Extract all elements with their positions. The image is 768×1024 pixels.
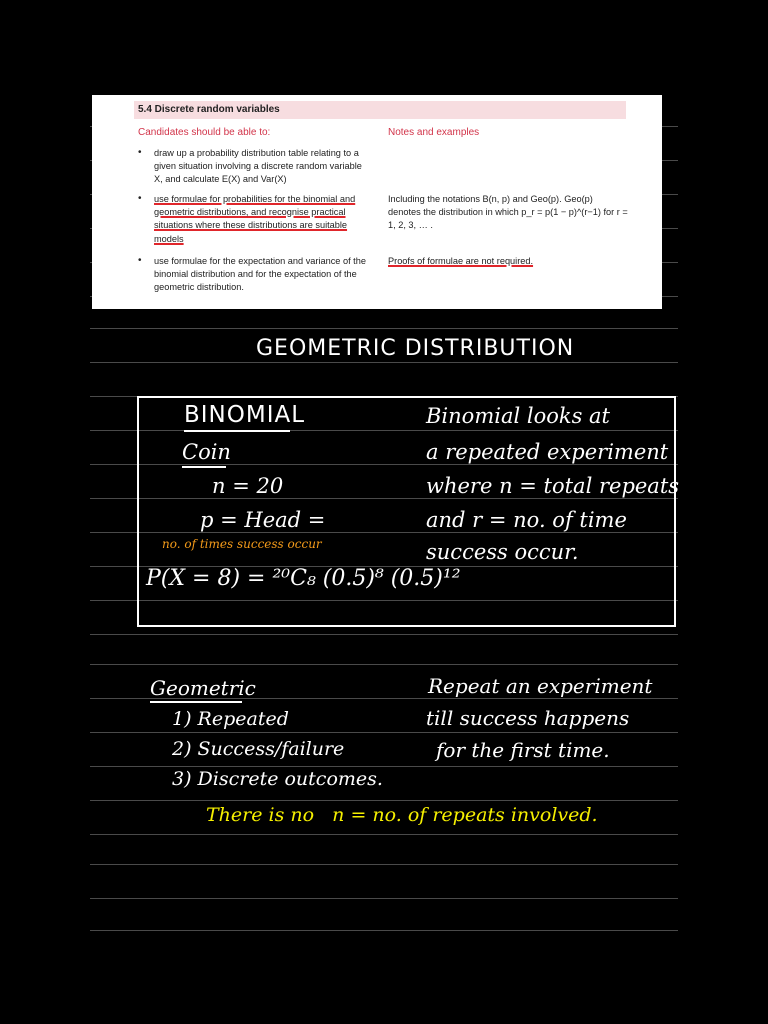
rule-line xyxy=(90,930,678,931)
binomial-description-line: Binomial looks at xyxy=(426,404,610,428)
rule-line xyxy=(90,864,678,865)
geometric-description-line: Repeat an experiment xyxy=(428,674,653,698)
rule-line xyxy=(90,362,678,363)
syllabus-item: use formulae for the expectation and variance of the binomial distribution and for the expectation of the geometric distribution. xyxy=(154,256,366,293)
rule-line xyxy=(90,328,678,329)
geometric-list-item: 2) Success/failure xyxy=(172,738,345,760)
geometric-list-item: 1) Repeated xyxy=(172,708,289,730)
coin-underline xyxy=(182,466,226,468)
column-header-left: Candidates should be able to: xyxy=(138,127,271,138)
n-equation: n = 20 xyxy=(212,474,284,498)
geometric-description-line: till success happens xyxy=(426,706,630,730)
p-equation: p = Head = xyxy=(200,508,326,532)
rule-line xyxy=(90,800,678,801)
coin-label: Coin xyxy=(182,440,231,464)
binomial-description-line: where n = total repeats xyxy=(426,474,680,498)
binomial-description-line: and r = no. of time xyxy=(426,508,627,532)
highlight-note: There is no n = no. of repeats involved. xyxy=(206,804,598,826)
margin-mark xyxy=(103,268,105,296)
syllabus-item: use formulae for probabilities for the binomial and geometric distributions, and recognise practical situations where these distributions are suitable models xyxy=(154,194,356,244)
geometric-heading: Geometric xyxy=(150,676,256,700)
bullet-icon: • xyxy=(138,255,142,266)
success-annotation: no. of times success occur xyxy=(162,537,322,551)
rule-line xyxy=(90,898,678,899)
margin-mark xyxy=(651,196,653,238)
rule-line xyxy=(90,634,678,635)
syllabus-note: Including the notations B(n, p) and Geo(p). Geo(p) denotes the distribution in which p_r = p(1 − p)^(r−1) for r = 1, 2, 3, … . xyxy=(388,194,628,231)
syllabus-note: Proofs of formulae are not required. xyxy=(388,256,534,266)
binomial-formula: P(X = 8) = ²⁰C₈ (0.5)⁸ (0.5)¹² xyxy=(146,566,461,591)
geometric-description-line: for the first time. xyxy=(436,738,610,762)
geometric-list-item: 3) Discrete outcomes. xyxy=(172,768,383,790)
binomial-description-line: success occur. xyxy=(426,540,579,564)
margin-mark xyxy=(103,208,105,222)
page-title: GEOMETRIC DISTRIBUTION xyxy=(256,336,575,361)
bullet-icon: • xyxy=(138,147,142,158)
rule-line xyxy=(90,732,678,733)
rule-line xyxy=(90,834,678,835)
syllabus-card xyxy=(92,95,662,309)
section-header: 5.4 Discrete random variables xyxy=(134,101,626,119)
rule-line xyxy=(90,766,678,767)
syllabus-item: draw up a probability distribution table relating to a given situation involving a discrete random variable X, and calculate E(X) and Var(X) xyxy=(154,148,362,185)
heading-underline xyxy=(184,430,290,432)
column-header-right: Notes and examples xyxy=(388,127,480,138)
binomial-description-line: a repeated experiment xyxy=(426,440,669,464)
binomial-heading: BINOMIAL xyxy=(184,402,306,428)
rule-line xyxy=(90,664,678,665)
geometric-underline xyxy=(150,701,242,703)
bullet-icon: • xyxy=(138,193,142,204)
